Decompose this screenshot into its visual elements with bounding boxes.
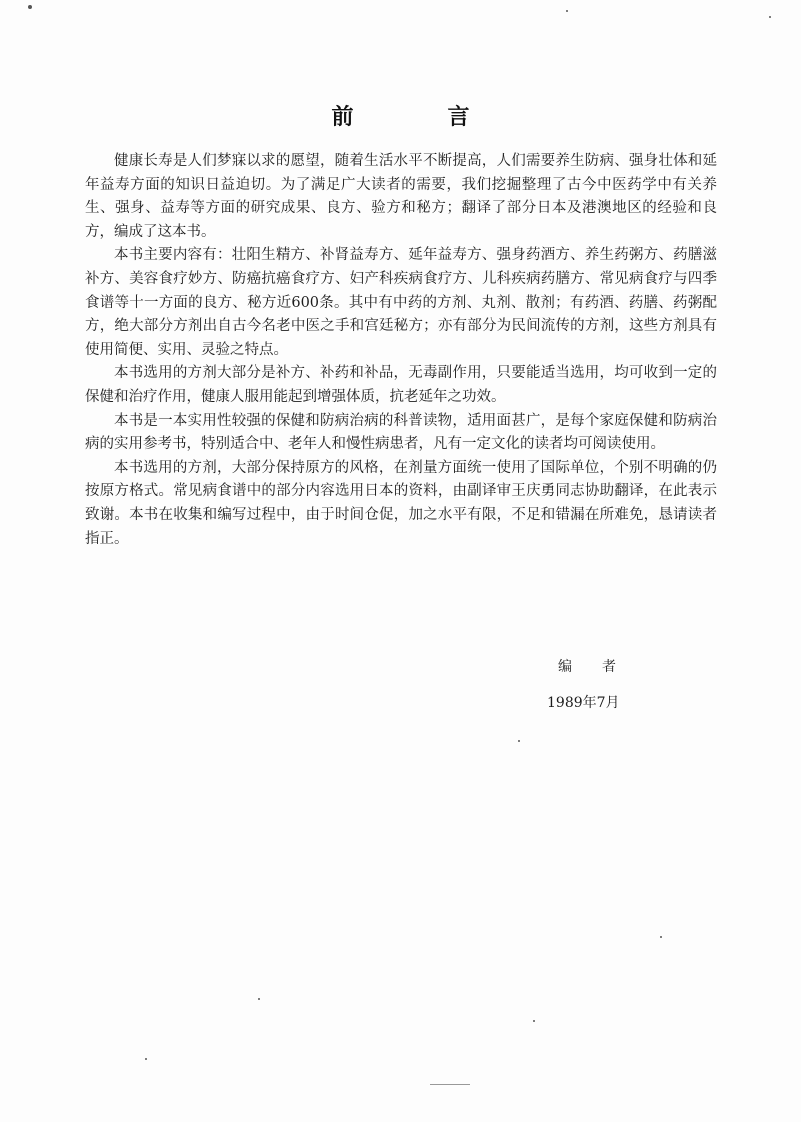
scan-speck <box>145 1058 147 1060</box>
paragraph-4: 本书是一本实用性较强的保健和防病治病的科普读物，适用面甚广，是每个家庭保健和防病治病的实用参考书，特别适合中、老年人和慢性病患者，凡有一定文化的读者均可阅读使用。 <box>85 412 717 453</box>
paragraph-5: 本书选用的方剂，大部分保持原方的风格，在剂量方面统一使用了国际单位，个别不明确的仍按原方格式。常见病食谱中的部分内容选用日本的资料，由副译审王庆勇同志协助翻译，在此表示致谢。本书在收集和编写过程中，由于时间仓促，加之水平有限，不足和错漏在所难免，恳请读者指正。 <box>85 459 717 547</box>
page-title: 前 言 <box>331 104 506 130</box>
scan-speck <box>430 1084 470 1085</box>
paragraph-3: 本书选用的方剂大部分是补方、补药和补品，无毒副作用，只要能适当选用，均可收到一定的保健和治疗作用，健康人服用能起到增强体质，抗老延年之功效。 <box>85 365 717 405</box>
scan-speck <box>533 1020 535 1022</box>
scan-speck <box>660 936 662 938</box>
preface-body <box>85 150 717 551</box>
scan-speck <box>28 5 32 9</box>
paragraph-2: 本书主要内容有：壮阳生精方、补肾益寿方、延年益寿方、强身药酒方、养生药粥方、药膳滋补方、美容食疗妙方、防癌抗癌食疗方、妇产科疾病食疗方、儿科疾病药膳方、常见病食疗与四季食谱等十一方面的良方、秘方近600条。其中有中药的方剂、丸剂、散剂；有药酒、药膳、药粥配方，绝大部分方剂出自古今名老中医之手和宫廷秘方；亦有部分为民间流传的方剂，这些方剂具有使用简便、实用、灵验之特点。 <box>85 247 717 358</box>
scan-speck <box>769 16 771 18</box>
scan-speck <box>258 998 260 1000</box>
paragraph-1: 健康长寿是人们梦寐以求的愿望，随着生活水平不断提高，人们需要养生防病、强身壮体和延年益寿方面的知识日益迫切。为了满足广大读者的需要，我们挖掘整理了古今中医药学中有关养生、强身、益寿等方面的研究成果、良方、验方和秘方；翻译了部分日本及港澳地区的经验和良方，编成了这本书。 <box>85 153 717 240</box>
scan-speck <box>566 10 568 12</box>
author-signature: 编者 <box>558 659 646 675</box>
scan-speck <box>518 740 520 742</box>
preface-date: 1989年7月 <box>547 695 620 711</box>
